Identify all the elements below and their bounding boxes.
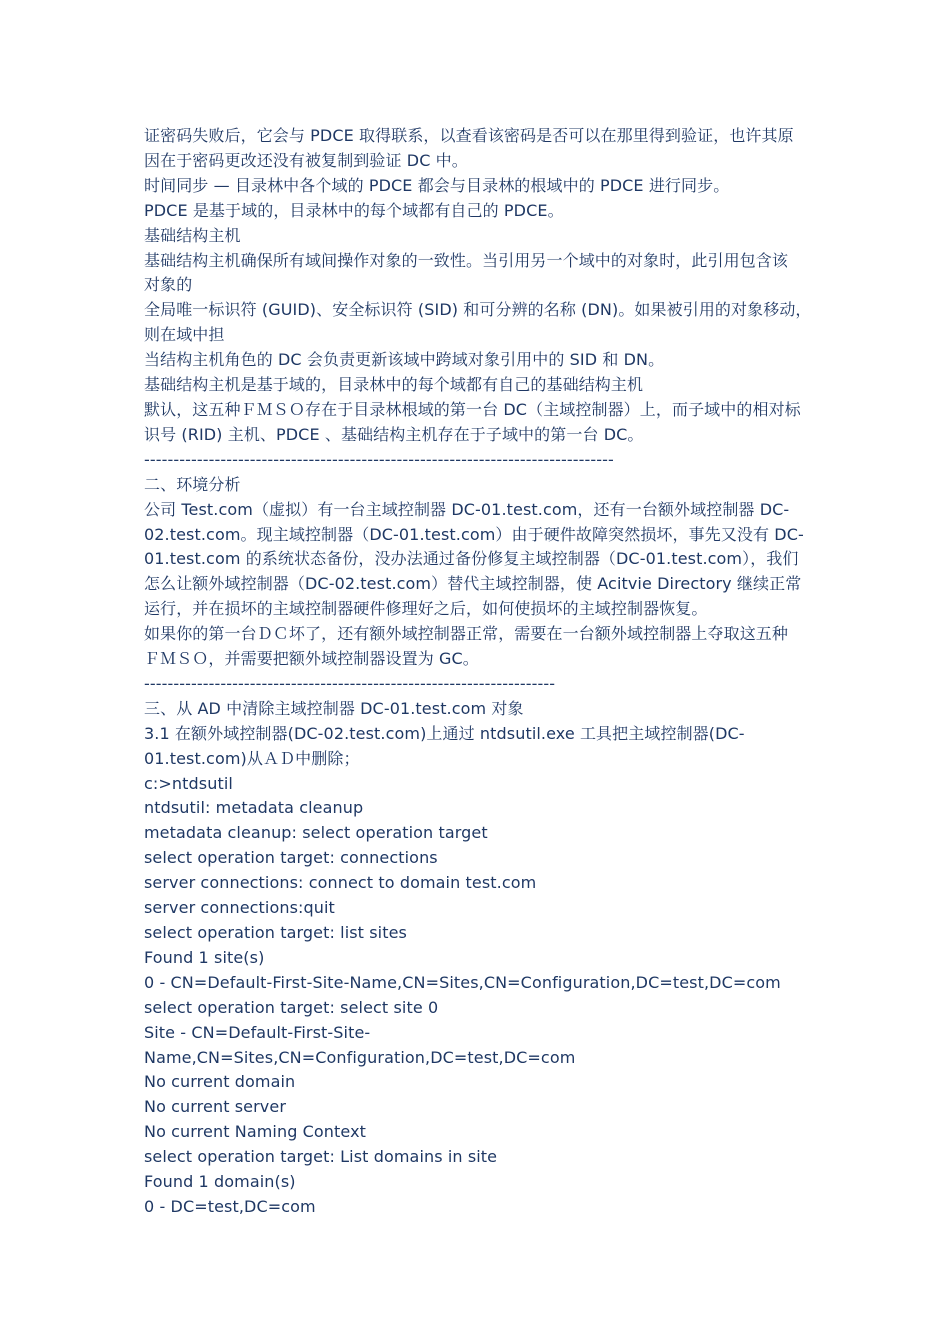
text-line: No current domain [144, 1072, 296, 1092]
text-line: 识号 (RID) 主机、PDCE 、基础结构主机存在于子域中的第一台 DC。 [144, 424, 644, 444]
text-line: PDCE 是基于域的，目录林中的每个域都有自己的 PDCE。 [144, 200, 564, 220]
text-line: 02.test.com。现主域控制器（DC-01.test.com）由于硬件故障突然损坏，事先又没有 DC- [144, 524, 804, 544]
text-line: 01.test.com 的系统状态备份，没办法通过备份修复主域控制器（DC-01.test.com），我们 [144, 549, 799, 569]
document-body [144, 124, 816, 1220]
text-line: 基础结构主机 [144, 225, 241, 245]
text-line: server connections:quit [144, 898, 335, 918]
text-line: 证密码失败后，它会与 PDCE 取得联系，以查看该密码是否可以在那里得到验证，也许其原 [144, 126, 794, 145]
text-line: select operation target: select site 0 [144, 997, 439, 1017]
text-line: ＦＭＳＯ，并需要把额外域控制器设置为 GC。 [144, 649, 479, 669]
text-line: 公司 Test.com（虚拟）有一台主域控制器 DC-01.test.com，还有一台额外域控制器 DC- [144, 499, 790, 519]
text-line: 全局唯一标识符 (GUID)、安全标识符 (SID) 和可分辨的名称 (DN)。如果被引用的对象移动， [144, 300, 812, 320]
text-line: 则在域中担 [144, 325, 225, 345]
text-line: select operation target: list sites [144, 923, 407, 942]
text-line: Found 1 domain(s) [144, 1172, 296, 1192]
separator-line: ---------------------------------------------------------------------- [144, 673, 556, 693]
text-line: 0 - DC=test,DC=com [144, 1196, 316, 1216]
text-line: select operation target: List domains in site [144, 1147, 498, 1167]
text-line: 怎么让额外域控制器（DC-02.test.com）替代主域控制器，使 Acitvie Directory 继续正常 [144, 574, 802, 594]
text-line: 二、环境分析 [144, 474, 241, 494]
text-line: c:>ntdsutil [144, 773, 233, 793]
text-line: 三、从 AD 中清除主域控制器 DC-01.test.com 对象 [144, 698, 524, 718]
text-line: Name,CN=Sites,CN=Configuration,DC=test,DC=com [144, 1047, 576, 1067]
text-line: 对象的 [144, 275, 193, 295]
text-line: 01.test.com)从ＡＤ中删除； [144, 748, 360, 768]
text-line: Site - CN=Default-First-Site- [144, 1022, 371, 1042]
text-line: 0 - CN=Default-First-Site-Name,CN=Sites,CN=Configuration,DC=test,DC=com [144, 972, 781, 992]
text-line: server connections: connect to domain test.com [144, 873, 537, 893]
text-line: No current Naming Context [144, 1122, 367, 1142]
text-line: ntdsutil: metadata cleanup [144, 798, 364, 818]
text-line: 默认，这五种ＦＭＳＯ存在于目录林根域的第一台 DC（主域控制器）上，而子域中的相对标 [144, 399, 801, 419]
text-line: 因在于密码更改还没有被复制到验证 DC 中。 [144, 150, 468, 170]
text-line: 当结构主机角色的 DC 会负责更新该域中跨域对象引用中的 SID 和 DN。 [144, 350, 665, 370]
text-line: 基础结构主机确保所有域间操作对象的一致性。当引用另一个域中的对象时，此引用包含该 [144, 250, 789, 270]
separator-line: -------------------------------------------------------------------------------- [144, 449, 614, 469]
text-line: 时间同步 — 目录林中各个域的 PDCE 都会与目录林的根域中的 PDCE 进行同步。 [144, 175, 730, 195]
text-line: Found 1 site(s) [144, 947, 265, 967]
text-line: 如果你的第一台ＤＣ坏了，还有额外域控制器正常，需要在一台额外域控制器上夺取这五种 [144, 624, 789, 644]
text-line: select operation target: connections [144, 848, 438, 868]
text-line: 基础结构主机是基于域的，目录林中的每个域都有自己的基础结构主机 [144, 375, 644, 395]
text-line: metadata cleanup: select operation target [144, 823, 488, 843]
text-line: 运行，并在损坏的主域控制器硬件修理好之后，如何使损坏的主域控制器恢复。 [144, 599, 708, 619]
text-line: No current server [144, 1097, 286, 1117]
text-line: 3.1 在额外域控制器(DC-02.test.com)上通过 ntdsutil.exe 工具把主域控制器(DC- [144, 723, 745, 743]
